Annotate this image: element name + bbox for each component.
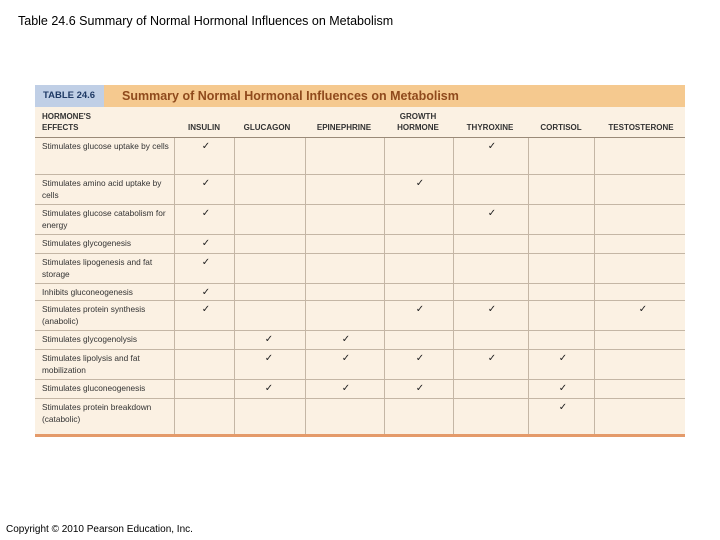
effect-label: Stimulates lipolysis and fat mobilization [42, 353, 140, 375]
copyright: Copyright © 2010 Pearson Education, Inc. [6, 524, 193, 535]
row-header [42, 111, 91, 133]
check-mark-icon: ✓ [415, 304, 425, 315]
check-mark-icon: ✓ [264, 334, 274, 345]
column-header-line2: EPINEPHRINE [316, 123, 372, 132]
column-header-line1 [540, 111, 581, 122]
effect-label: Stimulates glycogenesis [42, 238, 132, 248]
check-mark-icon: ✓ [341, 353, 351, 364]
effect-label: Stimulates gluconeogenesis [42, 383, 146, 393]
column-header-line1 [317, 111, 371, 122]
column-header [467, 111, 514, 133]
check-mark-icon: ✓ [341, 383, 351, 394]
column-header-line1 [188, 111, 220, 122]
slide-title: Table 24.6 Summary of Normal Hormonal Influences on Metabolism [18, 14, 394, 28]
effect-label: Stimulates protein synthesis (anabolic) [42, 304, 146, 326]
column-header-line2: CORTISOL [540, 123, 582, 132]
column-header-line1 [608, 111, 673, 122]
check-mark-icon: ✓ [638, 304, 648, 315]
check-mark-icon: ✓ [487, 353, 497, 364]
column-header-line2: GLUCAGON [243, 123, 291, 132]
table-row [35, 234, 685, 253]
table-bottom-rule [35, 434, 685, 437]
effect-label: Stimulates protein breakdown (catabolic) [42, 402, 152, 424]
effect-label: Stimulates amino acid uptake by cells [42, 178, 162, 200]
table-row [35, 253, 685, 283]
check-mark-icon: ✓ [558, 402, 568, 413]
column-header [397, 111, 439, 133]
row-header-line1: HORMONE'S [42, 112, 92, 121]
check-mark-icon: ✓ [201, 238, 211, 249]
table-title: Summary of Normal Hormonal Influences on Metabolism [122, 89, 459, 103]
column-header-line2: HORMONE [397, 123, 439, 132]
table-header-bar [35, 85, 685, 107]
effect-label: Inhibits gluconeogenesis [42, 287, 133, 297]
check-mark-icon: ✓ [415, 178, 425, 189]
column-header [317, 111, 371, 133]
table-row [35, 379, 685, 398]
effect-label: Stimulates glycogenolysis [42, 334, 137, 344]
check-mark-icon: ✓ [558, 383, 568, 394]
column-header-line1 [467, 111, 514, 122]
table-row [35, 330, 685, 349]
check-mark-icon: ✓ [415, 353, 425, 364]
check-mark-icon: ✓ [201, 257, 211, 268]
check-mark-icon: ✓ [415, 383, 425, 394]
column-header-line2: TESTOSTERONE [608, 123, 674, 132]
check-mark-icon: ✓ [201, 178, 211, 189]
column-header [608, 111, 673, 133]
effect-label: Stimulates lipogenesis and fat storage [42, 257, 153, 279]
check-mark-icon: ✓ [487, 304, 497, 315]
table-row [35, 204, 685, 234]
table-label: TABLE 24.6 [35, 85, 104, 107]
check-mark-icon: ✓ [201, 304, 211, 315]
table-row [35, 174, 685, 204]
table-row [35, 138, 685, 174]
check-mark-icon: ✓ [201, 141, 211, 152]
metabolism-table [35, 85, 685, 437]
check-mark-icon: ✓ [487, 208, 497, 219]
check-mark-icon: ✓ [341, 334, 351, 345]
column-header-line2: INSULIN [188, 123, 220, 132]
effect-label: Stimulates glucose catabolism for energy [42, 208, 166, 230]
table-row [35, 398, 685, 437]
check-mark-icon: ✓ [201, 287, 211, 298]
column-header-line1 [244, 111, 291, 122]
table-row [35, 300, 685, 330]
check-mark-icon: ✓ [558, 353, 568, 364]
row-header-line2: EFFECTS [42, 123, 79, 132]
column-header [244, 111, 291, 133]
check-mark-icon: ✓ [201, 208, 211, 219]
check-mark-icon: ✓ [264, 383, 274, 394]
column-header [540, 111, 581, 133]
column-header-line1: GROWTH [399, 112, 437, 121]
check-mark-icon: ✓ [487, 141, 497, 152]
column-header-line2: THYROXINE [466, 123, 514, 132]
check-mark-icon: ✓ [264, 353, 274, 364]
column-header [188, 111, 220, 133]
table-row [35, 349, 685, 379]
effect-label: Stimulates glucose uptake by cells [42, 141, 169, 151]
table-row [35, 283, 685, 300]
